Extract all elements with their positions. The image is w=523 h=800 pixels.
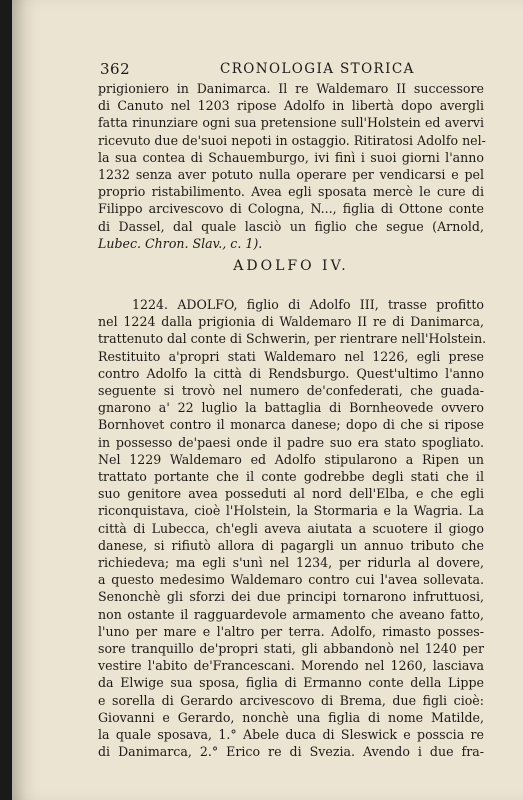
paragraph-adolfo-iii-end (98, 80, 484, 252)
text-line: Filippo arcivescovo di Cologna, N..., figlia di Ottone conte (98, 201, 484, 217)
text-line: in possesso de'paesi onde il padre suo era stato spogliato. (98, 434, 484, 450)
text-line: nel 1224 dalla prigionia di Waldemaro II re di Danimarca, (98, 314, 484, 330)
text-line: trattenuto dal conte di Schwerin, per rientrare nell'Holstein. (98, 331, 487, 347)
running-title: CRONOLOGIA STORICA (220, 61, 415, 77)
text-line: Senonchè gli sforzi dei due principi tornarono infruttuosi, (98, 589, 484, 605)
text-line: prigioniero in Danimarca. Il re Waldemaro II successore (98, 81, 484, 96)
text-line: sore tranquillo de'propri stati, gli abbandonò nel 1240 per (98, 641, 484, 657)
text-line: riconquistava, cioè l'Holstein, la Stormaria e la Wagria. La (98, 503, 484, 519)
text-line: 1224. ADOLFO, figlio di Adolfo III, trasse profitto (132, 297, 484, 312)
paragraph-adolfo-iv (98, 296, 487, 760)
text-line: Nel 1229 Waldemaro ed Adolfo stipularono a Ripen un (98, 451, 484, 467)
text-line: di Dassel, dal quale lasciò un figlio che segue (Arnold, (98, 218, 484, 234)
page-header (100, 60, 480, 82)
text-line: di Canuto nel 1203 ripose Adolfo in libertà dopo avergli (98, 98, 484, 114)
text-line: suo genitore avea posseduti al nord dell'Elba, e che egli (98, 486, 484, 502)
book-page (12, 0, 523, 800)
text-line: danese, si rifiutò allora di pagargli un annuo tributo che (98, 537, 484, 553)
text-line: a questo medesimo Waldemaro contro cui l'avea sollevata. (98, 572, 484, 588)
text-line: richiedeva; ma egli s'unì nel 1234, per ridurla al dovere, (98, 555, 484, 571)
text-line: città di Lubecca, ch'egli aveva aiutata a scuotere il giogo (98, 520, 484, 536)
text-line: la quale sposava, 1.° Abele duca di Sleswick e posscia re (98, 727, 484, 743)
text-line: Bornhovet contro il monarca danese; dopo di che si ripose (98, 417, 484, 433)
text-line: l'uno per mare e l'altro per terra. Adolfo, rimasto posses- (98, 623, 484, 639)
text-line: Giovanni e Gerardo, nonchè una figlia di nome Matilde, (98, 709, 484, 725)
text-line: 1232 senza aver potuto nulla operare per vendicarsi e pel (98, 167, 484, 183)
text-line: proprio ristabilimento. Avea egli sposata mercè le cure di (98, 184, 484, 200)
text-line: la sua contea di Schauemburgo, ivi finì i suoi giorni l'anno (98, 149, 484, 165)
section-title: ADOLFO IV. (233, 258, 349, 274)
text-line: di Danimarca, 2.° Erico re di Svezia. Avendo i due fra- (98, 744, 484, 760)
text-line: e sorella di Gerardo arcivescovo di Brema, due figli cioè: (98, 692, 484, 708)
text-line: Restituito a'propri stati Waldemaro nel 1226, egli prese (98, 348, 484, 364)
text-line-reference: Lubec. Chron. Slav., c. 1). (98, 235, 263, 251)
text-line: non ostante il ragguardevole armamento che aveano fatto, (98, 606, 484, 622)
text-line: seguente si trovò nel numero de'confederati, che guada- (98, 383, 484, 399)
text-line: vestire l'abito de'Francescani. Morendo nel 1260, lasciava (98, 658, 484, 674)
text-line: da Elwige sua sposa, figlia di Ermanno conte della Lippe (98, 675, 484, 691)
text-line: fatta rinunziare ogni sua pretensione sull'Holstein ed avervi (98, 115, 484, 131)
text-line: gnarono a' 22 luglio la battaglia di Bornheovede ovvero (98, 400, 484, 416)
text-line: ricevuto due de'suoi nepoti in ostaggio. Ritiratosi Adolfo nel- (98, 132, 486, 148)
text-line: trattato portante che il conte godrebbe degli stati che il (98, 469, 484, 485)
page-number: 362 (100, 60, 131, 78)
text-line: contro Adolfo la città di Rendsburgo. Quest'ultimo l'anno (98, 365, 484, 381)
